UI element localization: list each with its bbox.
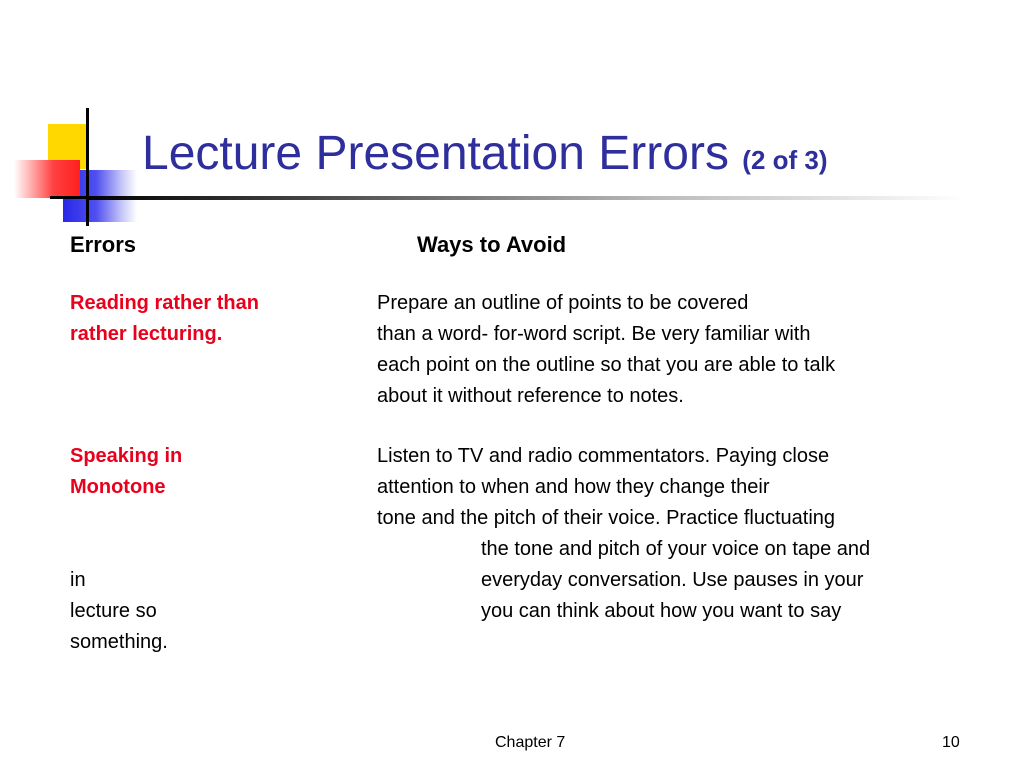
way-line: each point on the outline so that you are able to talk xyxy=(377,354,836,376)
column-header-errors: Errors xyxy=(70,232,137,257)
error-line: Reading rather than xyxy=(70,292,259,314)
footer-page-number: 10 xyxy=(942,734,960,751)
way-line: you can think about how you want to say xyxy=(481,600,842,622)
continuation-line: something. xyxy=(70,631,168,653)
error-monotone-continuation xyxy=(70,565,168,658)
continuation-line: in xyxy=(70,569,86,591)
way-monotone-text xyxy=(377,441,870,627)
error-line: Speaking in xyxy=(70,445,183,467)
slide-title xyxy=(142,128,828,181)
column-header-ways-to-avoid: Ways to Avoid xyxy=(417,232,567,257)
continuation-line: lecture so xyxy=(70,600,157,622)
error-reading-label xyxy=(70,288,259,350)
way-line: Listen to TV and radio commentators. Paying close xyxy=(377,445,830,467)
way-line: everyday conversation. Use pauses in your xyxy=(481,569,864,591)
way-line: attention to when and how they change their xyxy=(377,476,770,498)
error-monotone-label xyxy=(70,441,182,503)
title-underline-rule xyxy=(86,196,966,200)
way-line: Prepare an outline of points to be covered xyxy=(377,292,749,314)
way-line: about it without reference to notes. xyxy=(377,385,684,407)
footer-chapter: Chapter 7 xyxy=(495,734,566,751)
way-line: than a word- for-word script. Be very familiar with xyxy=(377,323,811,345)
slide-title-subtitle: (2 of 3) xyxy=(742,145,828,175)
decor-horizontal-line xyxy=(50,196,90,199)
way-line: tone and the pitch of their voice. Practice fluctuating xyxy=(377,507,836,529)
way-line: the tone and pitch of your voice on tape and xyxy=(481,538,871,560)
way-reading-text xyxy=(377,288,835,412)
slide-title-text: Lecture Presentation Errors xyxy=(142,127,729,180)
decor-red-square xyxy=(14,160,80,198)
error-line: Monotone xyxy=(70,476,166,498)
decor-vertical-line xyxy=(86,108,89,226)
error-line: rather lecturing. xyxy=(70,323,223,345)
